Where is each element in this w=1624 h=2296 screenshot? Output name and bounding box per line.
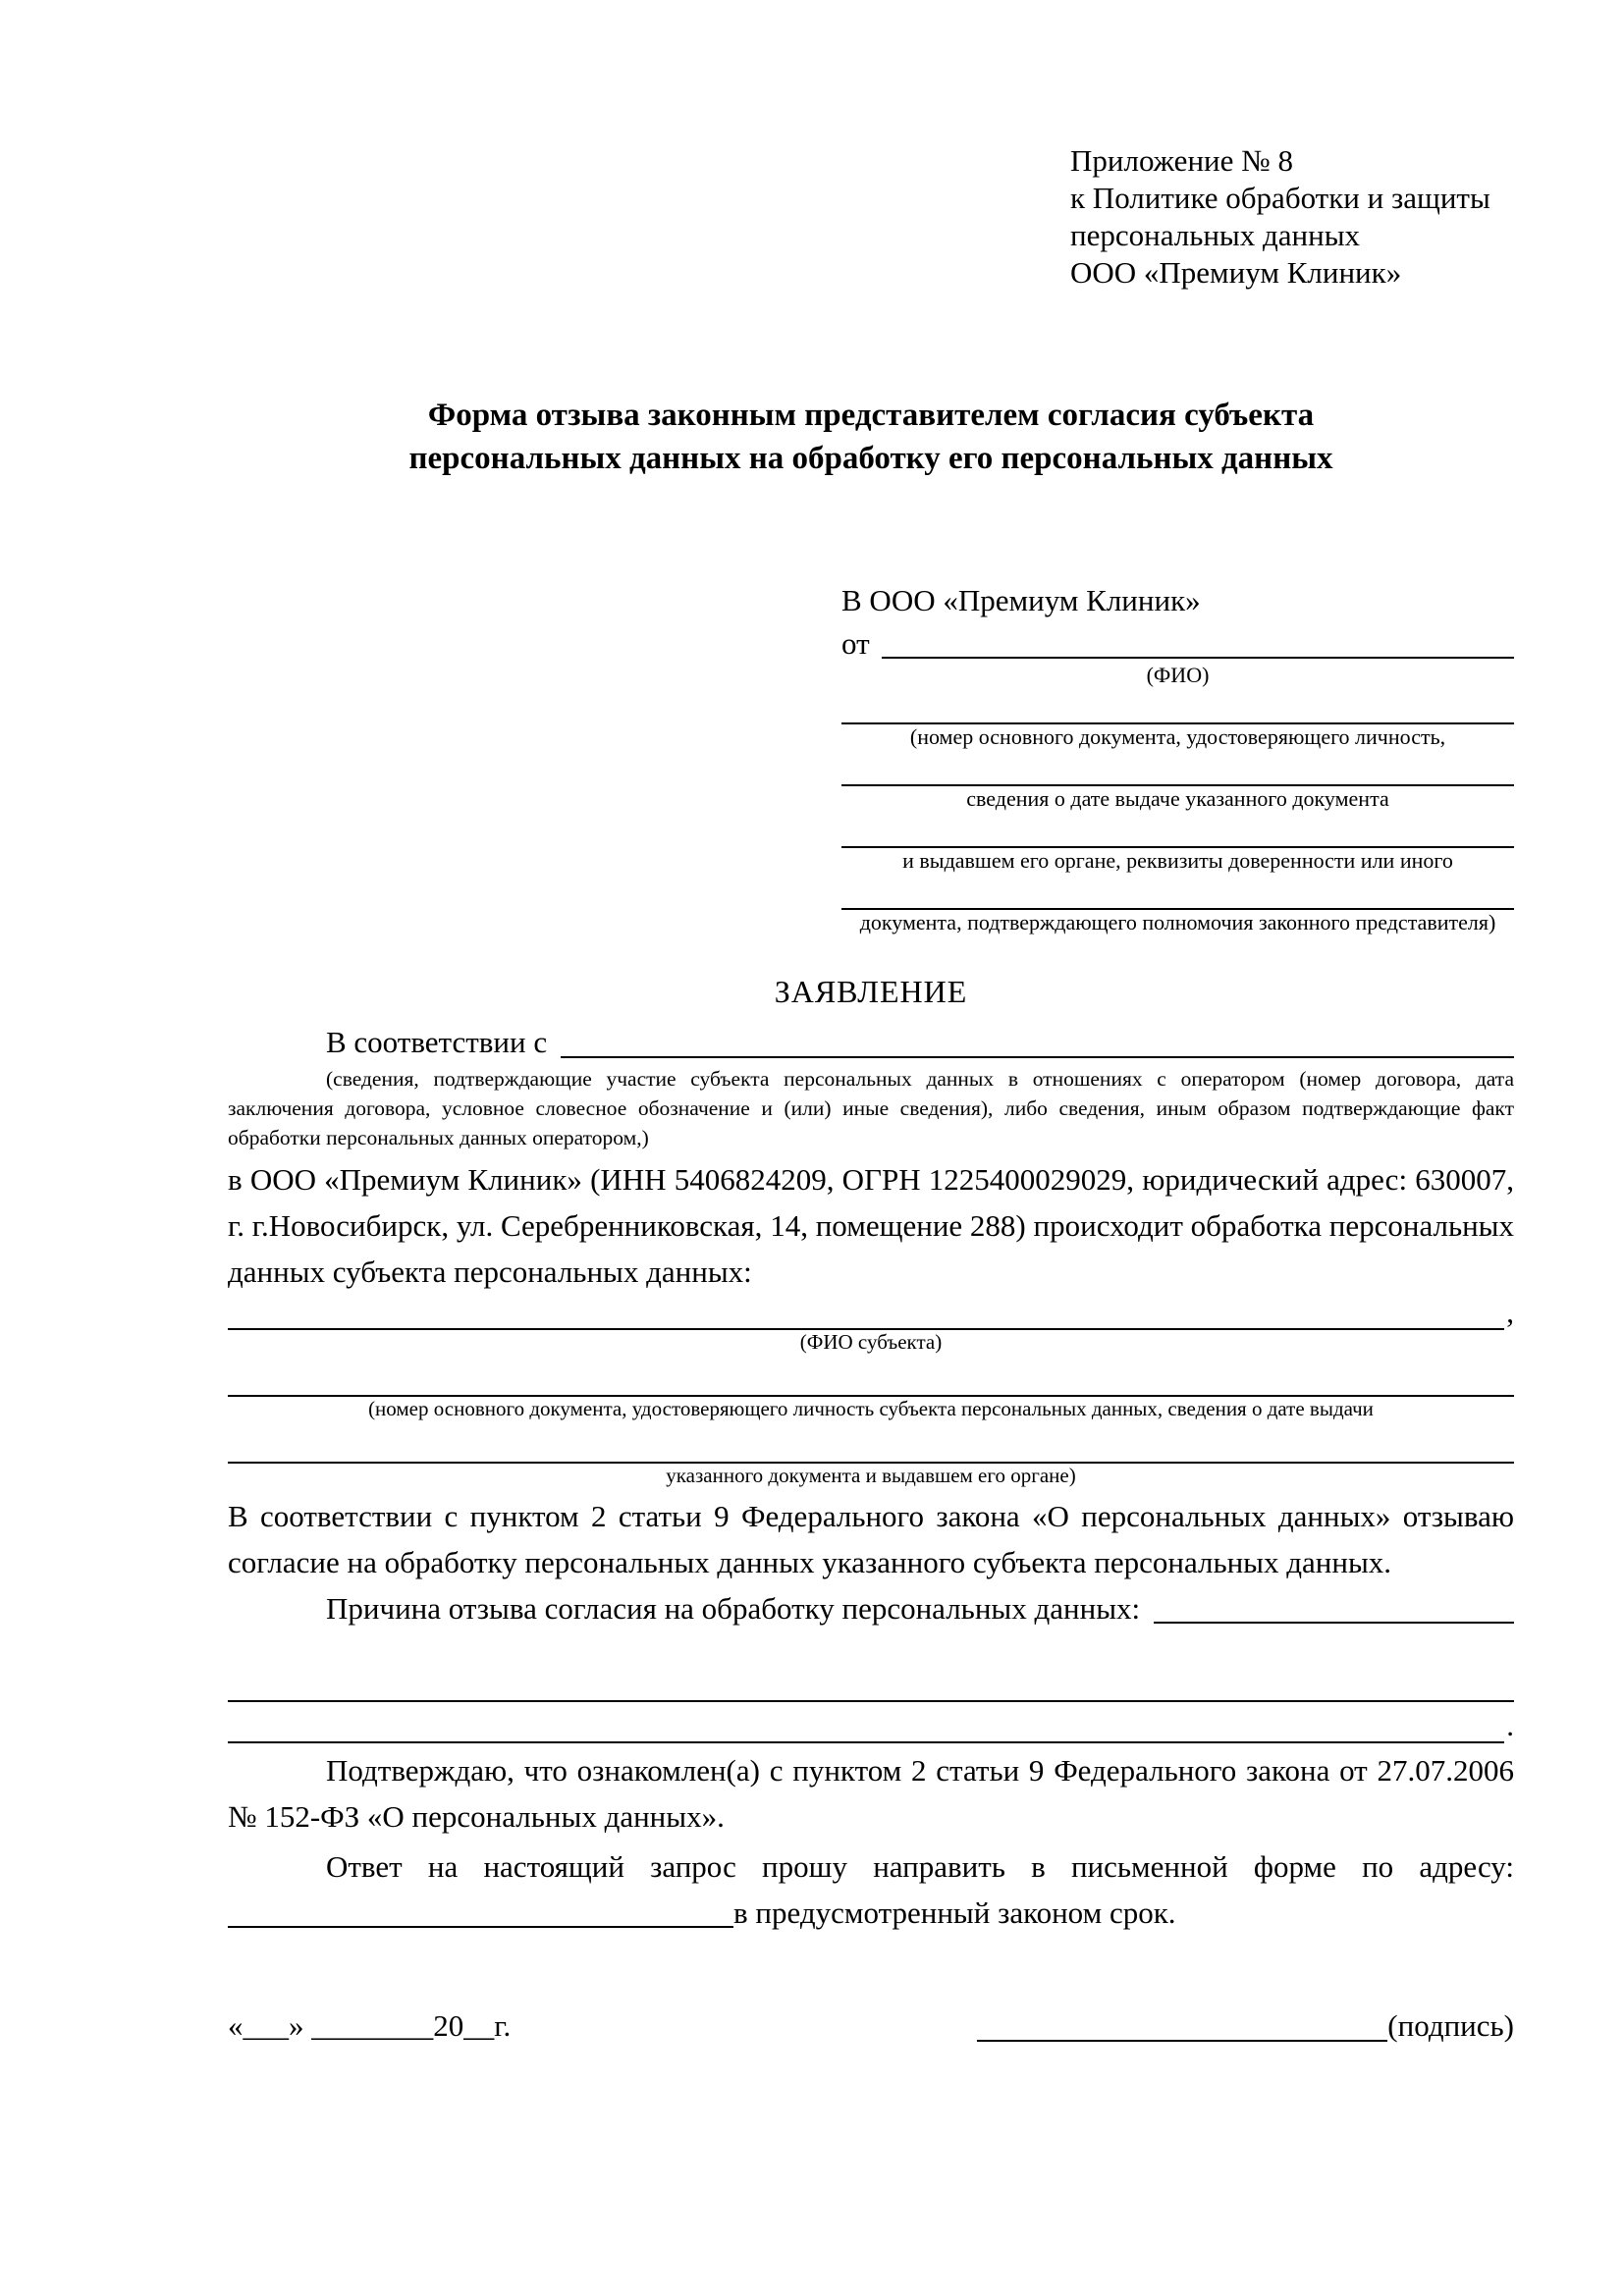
- annex-line-1: Приложение № 8: [1070, 143, 1293, 178]
- intro-field: [228, 1021, 1514, 1064]
- withdrawal-paragraph: В соответствии с пунктом 2 статьи 9 Федерального закона «О персональных данных» отзываю согласие на обработку персональных данных указанного субъекта персональных данных.: [228, 1499, 1514, 1579]
- reply-suffix: в предусмотренный законом срок.: [733, 1896, 1176, 1930]
- date-blank: «___» ________20__г.: [228, 2008, 512, 2043]
- doc-info-caption-2: сведения о дате выдаче указанного документа: [966, 786, 1389, 811]
- doc-info-caption-1: (номер основного документа, удостоверяющего личность,: [909, 724, 1446, 749]
- annex-line-3: персональных данных: [1070, 218, 1361, 252]
- reply-address-blank-line: [228, 1926, 733, 1928]
- subject-doc-blank-line-2: [228, 1426, 1514, 1464]
- document-title: [228, 394, 1514, 480]
- statement-heading: ЗАЯВЛЕНИЕ: [774, 974, 968, 1009]
- doc-info-blank-line-3: [841, 811, 1514, 848]
- reason-label: Причина отзыва согласия на обработку персональных данных:: [326, 1591, 1141, 1626]
- reason-continuation-line-1: [228, 1663, 1514, 1702]
- doc-info-blank-line-4: [841, 873, 1514, 910]
- operator-paragraph: в ООО «Премиум Клиник» (ИНН 5406824209, ОГРН 1225400029029, юридический адрес: 630007, г. г.Новосибирск, ул. Серебренниковская, 14, помещение 288) происходит обработка персональных данных субъекта персональных данных:: [228, 1162, 1514, 1289]
- document-title-line-1: Форма отзыва законным представителем согласия субъекта: [427, 398, 1315, 433]
- reply-prefix: Ответ на настоящий запрос прошу направить в письменной форме по адресу:: [326, 1849, 1514, 1884]
- document-title-line-2: персональных данных на обработку его персональных данных: [408, 441, 1333, 476]
- reason-blank-line: [1154, 1585, 1514, 1624]
- intro-blank-line: [561, 1021, 1514, 1058]
- annex-header: [1070, 142, 1514, 292]
- subject-doc-caption-2: указанного документа и выдавшем его органе): [666, 1464, 1076, 1487]
- subject-doc-blank-line-1: [228, 1360, 1514, 1397]
- fio-caption: (ФИО): [1146, 663, 1210, 687]
- from-fio-blank-line: [882, 625, 1514, 659]
- signature-field: [977, 2004, 1514, 2048]
- intro-label: В соответствии с: [326, 1025, 548, 1059]
- from-field: [841, 625, 1514, 663]
- signature-blank-line: [977, 2040, 1387, 2042]
- reason-terminator: .: [1506, 1708, 1514, 1742]
- doc-info-caption-4: документа, подтверждающего полномочия законного представителя): [859, 910, 1496, 934]
- doc-info-blank-line-1: [841, 687, 1514, 724]
- doc-info-caption-3: и выдавшем его органе, реквизиты доверенности или иного: [902, 848, 1453, 873]
- addressee-block: [841, 582, 1514, 934]
- reply-address-field: [228, 1890, 1514, 1936]
- signature-caption: (подпись): [1387, 2008, 1514, 2043]
- annex-line-2: к Политике обработки и защиты: [1070, 181, 1490, 215]
- subject-fio-field: [228, 1295, 1514, 1330]
- reason-field: [228, 1585, 1514, 1631]
- from-label: от: [841, 626, 870, 661]
- signature-row: [228, 2004, 1514, 2048]
- addressee-to: В ООО «Премиум Клиник»: [841, 583, 1201, 617]
- subject-fio-blank-line: [228, 1295, 1504, 1330]
- subject-doc-caption-1: (номер основного документа, удостоверяющего личность субъекта персональных данных, сведения о дате выдачи: [368, 1397, 1374, 1420]
- reason-continuation-line-2: [228, 1704, 1514, 1743]
- intro-note: (сведения, подтверждающие участие субъекта персональных данных в отношениях с оператором (номер договора, дата заключения договора, условное словесное обозначение и (или) иные сведения), либо сведения, иным образом подтверждающие факт обработки персональных данных оператором,): [228, 1067, 1514, 1149]
- confirm-paragraph: Подтверждаю, что ознакомлен(а) с пунктом 2 статьи 9 Федерального закона от 27.07.2006 № 152-ФЗ «О персональных данных».: [228, 1753, 1514, 1834]
- reason-continuation-blank: [228, 1704, 1504, 1743]
- annex-line-4: ООО «Премиум Клиник»: [1070, 255, 1402, 290]
- subject-fio-caption: (ФИО субъекта): [799, 1330, 943, 1354]
- subject-fio-suffix: ,: [1506, 1295, 1514, 1329]
- doc-info-blank-line-2: [841, 749, 1514, 786]
